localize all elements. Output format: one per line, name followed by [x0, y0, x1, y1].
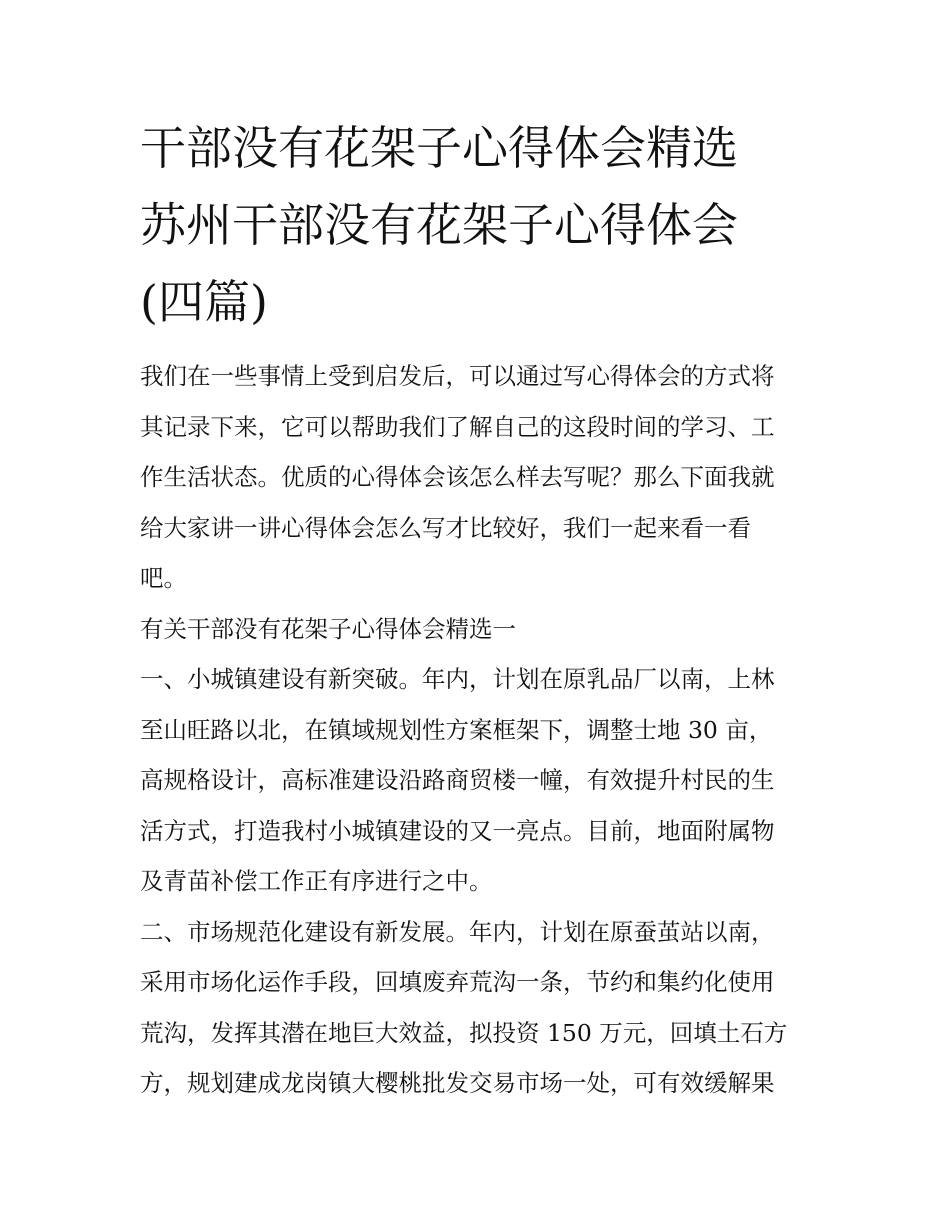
text-line: 荒沟，发挥其潜在地巨大效益，拟投资 150 万元，回填土石方 [140, 1018, 788, 1047]
text-line: 给大家讲一讲心得体会怎么写才比较好，我们一起来看一看 [140, 513, 751, 542]
text-line: 有关干部没有花架子心得体会精选一 [140, 614, 516, 643]
title-line: 干部没有花架子心得体会精选 [140, 121, 738, 175]
title-line: (四篇) [140, 275, 268, 329]
section-paragraph-1 [140, 654, 812, 907]
text-line: 活方式，打造我村小城镇建设的又一亮点。目前，地面附属物 [140, 816, 775, 845]
text-line: 高规格设计，高标准建设沿路商贸楼一幢，有效提升村民的生 [140, 766, 775, 794]
intro-paragraph [140, 351, 812, 604]
text-line: 我们在一些事情上受到启发后，可以通过写心得体会的方式将 [140, 362, 775, 390]
text-line: 其记录下来，它可以帮助我们了解自己的这段时间的学习、工 [140, 412, 775, 441]
text-line: 方，规划建成龙岗镇大樱桃批发交易市场一处，可有效缓解果 [140, 1069, 775, 1097]
text-line: 一、小城镇建设有新突破。年内，计划在原乳品厂以南，上林 [140, 665, 775, 693]
text-line: 采用市场化运作手段，回填废弃荒沟一条，节约和集约化使用 [140, 968, 775, 996]
title-line: 苏州干部没有花架子心得体会 [140, 198, 738, 252]
text-line: 吧。 [140, 564, 187, 592]
text-line: 及青苗补偿工作正有序进行之中。 [140, 867, 493, 895]
document-content [140, 110, 812, 1109]
text-line: 作生活状态。优质的心得体会该怎么样去写呢？那么下面我就 [140, 463, 775, 491]
text-line: 至山旺路以北，在镇域规划性方案框架下，调整士地 30 亩， [140, 715, 773, 744]
section-heading [140, 604, 812, 655]
document-title [140, 110, 812, 341]
section-paragraph-2 [140, 907, 812, 1109]
document-body [140, 351, 812, 1109]
text-line: 二、市场规范化建设有新发展。年内，计划在原蚕茧站以南， [140, 917, 775, 946]
